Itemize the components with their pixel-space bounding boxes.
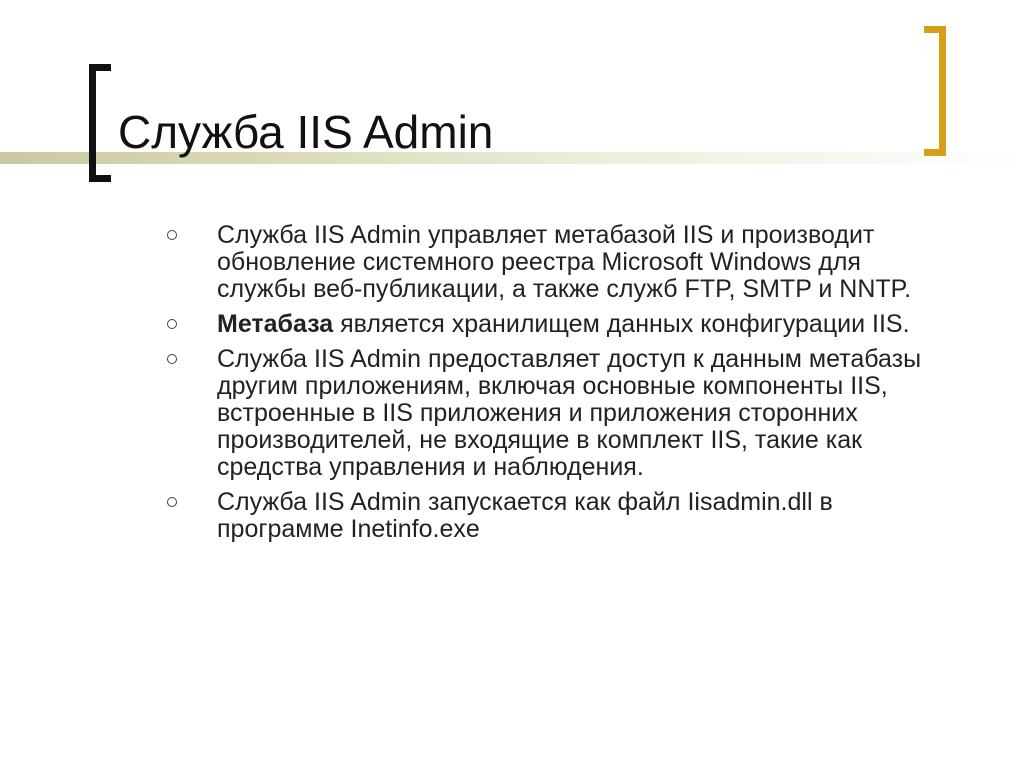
circle-bullet-icon <box>167 319 177 329</box>
bullet-text <box>217 488 833 543</box>
bullet-item <box>165 222 955 303</box>
right-bracket-decoration <box>924 26 946 156</box>
bullet-body: является хранилищем данных конфигурации IIS. <box>333 310 910 338</box>
bullet-text <box>217 221 911 303</box>
bullet-item <box>165 346 955 481</box>
left-bracket-decoration <box>89 64 111 182</box>
bullet-item <box>165 489 955 543</box>
bullet-list <box>165 222 955 551</box>
bullet-text <box>217 345 921 481</box>
bullet-body: Служба IIS Admin управляет метабазой IIS и производит обновление системного реестра Microsoft Windows для службы веб-публикации, а также служб FTP, SMTP и NNTP. <box>217 221 912 303</box>
circle-bullet-icon <box>167 230 177 240</box>
bullet-body: Служба IIS Admin запускается как файл Iisadmin.dll в программе Inetinfo.exe <box>217 488 833 543</box>
bullet-text <box>217 310 910 338</box>
circle-bullet-icon <box>167 497 177 507</box>
circle-bullet-icon <box>167 354 177 364</box>
slide-title: Служба IIS Admin <box>118 106 494 158</box>
bullet-body: Служба IIS Admin предоставляет доступ к данным метабазы другим приложениям, включая основные компоненты IIS, встроенные в IIS приложения и приложения сторонних производителей, не входящие в комплект IIS, такие как средства управления и наблюдения. <box>217 345 922 481</box>
bullet-bold-term: Метабаза <box>217 310 334 338</box>
bullet-item <box>165 311 955 338</box>
